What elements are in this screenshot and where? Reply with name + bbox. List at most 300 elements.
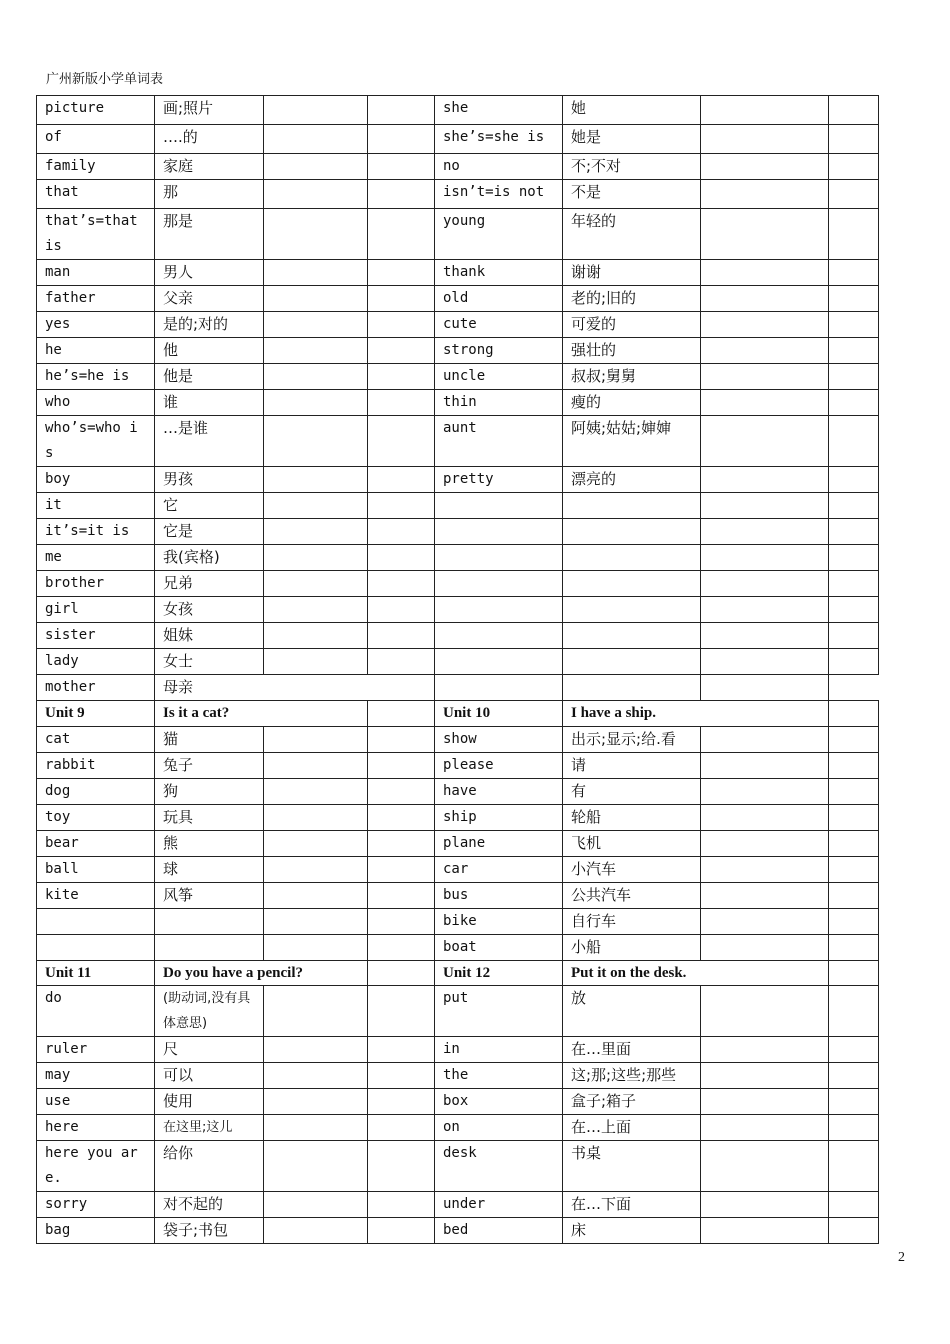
table-cell: [368, 908, 435, 934]
table-cell: [829, 364, 879, 390]
table-cell: 那: [155, 180, 264, 209]
table-cell: [829, 778, 879, 804]
table-row: [37, 1192, 879, 1218]
table-cell: [264, 1063, 368, 1089]
table-cell: [829, 519, 879, 545]
table-cell: he: [37, 338, 155, 364]
table-cell: Unit 11: [37, 960, 155, 986]
table-cell: the: [435, 1063, 563, 1089]
table-cell: 猫: [155, 726, 264, 752]
table-cell: [368, 1037, 435, 1063]
table-cell: 男人: [155, 260, 264, 286]
table-cell: 小船: [563, 934, 701, 960]
table-cell: Unit 12: [435, 960, 563, 986]
table-cell: 漂亮的: [563, 467, 701, 493]
table-cell: [264, 726, 368, 752]
table-cell: ruler: [37, 1037, 155, 1063]
table-cell: [563, 493, 701, 519]
table-cell: on: [435, 1115, 563, 1141]
table-cell: [829, 882, 879, 908]
table-cell: 尺: [155, 1037, 264, 1063]
table-cell: [435, 571, 563, 597]
table-row: [37, 726, 879, 752]
table-cell: [264, 390, 368, 416]
table-cell: [368, 934, 435, 960]
table-cell: 风筝: [155, 882, 264, 908]
table-cell: [368, 1089, 435, 1115]
table-cell: [829, 260, 879, 286]
table-row: [37, 623, 879, 649]
table-cell: 她: [563, 96, 701, 125]
table-cell: 家庭: [155, 154, 264, 180]
table-cell: man: [37, 260, 155, 286]
table-cell: 出示;显示;给.看: [563, 726, 701, 752]
table-cell: [264, 338, 368, 364]
table-cell: [829, 96, 879, 125]
table-row: [37, 597, 879, 623]
table-row: [37, 1141, 879, 1192]
table-row: [37, 1037, 879, 1063]
table-row: [37, 986, 879, 1037]
table-cell: [701, 1037, 829, 1063]
table-cell: dog: [37, 778, 155, 804]
table-cell: [368, 597, 435, 623]
table-row: [37, 1218, 879, 1244]
table-cell: [701, 96, 829, 125]
table-cell: please: [435, 752, 563, 778]
table-cell: [264, 125, 368, 154]
table-row: [37, 493, 879, 519]
table-cell: girl: [37, 597, 155, 623]
table-cell: [701, 1218, 829, 1244]
table-cell: [701, 467, 829, 493]
table-cell: show: [435, 726, 563, 752]
table-cell: bed: [435, 1218, 563, 1244]
table-cell: [701, 338, 829, 364]
table-cell: thank: [435, 260, 563, 286]
table-cell: [701, 934, 829, 960]
table-cell: he’s=he is: [37, 364, 155, 390]
table-cell: [701, 908, 829, 934]
table-cell: [701, 726, 829, 752]
unit-header-row: [37, 701, 879, 727]
table-cell: that’s=that is: [37, 209, 155, 260]
table-row: [37, 416, 879, 467]
table-cell: [368, 96, 435, 125]
table-cell: [829, 1141, 879, 1192]
table-cell: [829, 545, 879, 571]
table-cell: [435, 493, 563, 519]
table-cell: [829, 986, 879, 1037]
table-cell: [563, 675, 701, 701]
table-cell: [264, 986, 368, 1037]
table-cell: [701, 209, 829, 260]
table-cell: here: [37, 1115, 155, 1141]
table-cell: [829, 1192, 879, 1218]
table-cell: 狗: [155, 778, 264, 804]
table-cell: cat: [37, 726, 155, 752]
table-cell: bear: [37, 830, 155, 856]
table-cell: 放: [563, 986, 701, 1037]
table-cell: …是谁: [155, 416, 264, 467]
table-cell: [264, 312, 368, 338]
table-cell: 小汽车: [563, 856, 701, 882]
table-cell: [37, 934, 155, 960]
table-cell: [701, 856, 829, 882]
table-row: [37, 390, 879, 416]
table-cell: 是的;对的: [155, 312, 264, 338]
table-cell: 女孩: [155, 597, 264, 623]
table-cell: yes: [37, 312, 155, 338]
table-cell: [829, 623, 879, 649]
table-cell: 轮船: [563, 804, 701, 830]
table-cell: [264, 467, 368, 493]
table-cell: [264, 856, 368, 882]
table-cell: [368, 154, 435, 180]
table-cell: [264, 364, 368, 390]
table-cell: [829, 726, 879, 752]
table-row: [37, 209, 879, 260]
table-row: [37, 338, 879, 364]
table-cell: boat: [435, 934, 563, 960]
table-cell: [701, 1089, 829, 1115]
table-row: [37, 467, 879, 493]
table-cell: [829, 338, 879, 364]
table-cell: 可爱的: [563, 312, 701, 338]
table-cell: [701, 519, 829, 545]
table-cell: 瘦的: [563, 390, 701, 416]
table-cell: 叔叔;舅舅: [563, 364, 701, 390]
table-cell: 这;那;这些;那些: [563, 1063, 701, 1089]
table-cell: 谢谢: [563, 260, 701, 286]
table-row: [37, 364, 879, 390]
table-cell: 公共汽车: [563, 882, 701, 908]
table-cell: [368, 986, 435, 1037]
table-cell: [701, 312, 829, 338]
table-cell: [368, 571, 435, 597]
table-cell: [264, 597, 368, 623]
table-cell: [264, 1141, 368, 1192]
table-cell: picture: [37, 96, 155, 125]
table-cell: [264, 804, 368, 830]
table-cell: [829, 180, 879, 209]
table-cell: [368, 1063, 435, 1089]
table-cell: sister: [37, 623, 155, 649]
table-cell: rabbit: [37, 752, 155, 778]
table-cell: aunt: [435, 416, 563, 467]
table-cell: [701, 390, 829, 416]
table-cell: [155, 908, 264, 934]
table-cell: cute: [435, 312, 563, 338]
table-cell: 在这里;这儿: [155, 1115, 264, 1141]
table-cell: [368, 830, 435, 856]
table-row: [37, 312, 879, 338]
table-cell: 给你: [155, 1141, 264, 1192]
table-row: [37, 180, 879, 209]
table-cell: Do you have a pencil?: [155, 960, 368, 986]
table-cell: [829, 312, 879, 338]
table-cell: [829, 125, 879, 154]
table-cell: boy: [37, 467, 155, 493]
table-cell: [701, 649, 829, 675]
table-cell: plane: [435, 830, 563, 856]
table-row: [37, 125, 879, 154]
table-cell: [435, 623, 563, 649]
table-cell: [264, 649, 368, 675]
table-cell: 床: [563, 1218, 701, 1244]
table-cell: [829, 154, 879, 180]
table-row: [37, 778, 879, 804]
table-cell: [829, 934, 879, 960]
table-row: [37, 934, 879, 960]
table-cell: 袋子;书包: [155, 1218, 264, 1244]
table-cell: [701, 986, 829, 1037]
table-cell: 年轻的: [563, 209, 701, 260]
table-cell: 不;不对: [563, 154, 701, 180]
table-cell: [368, 416, 435, 467]
table-row: [37, 908, 879, 934]
table-cell: 在…上面: [563, 1115, 701, 1141]
table-cell: 球: [155, 856, 264, 882]
table-row: [37, 675, 879, 701]
table-cell: [264, 96, 368, 125]
table-cell: [563, 545, 701, 571]
table-cell: lady: [37, 649, 155, 675]
table-cell: 它是: [155, 519, 264, 545]
table-cell: [435, 597, 563, 623]
table-cell: Put it on the desk.: [563, 960, 829, 986]
table-cell: [264, 260, 368, 286]
table-cell: [563, 649, 701, 675]
table-cell: 兔子: [155, 752, 264, 778]
table-cell: [701, 545, 829, 571]
table-cell: [368, 1192, 435, 1218]
document-header: 广州新版小学单词表: [46, 72, 164, 87]
table-cell: [701, 493, 829, 519]
table-cell: family: [37, 154, 155, 180]
table-cell: [829, 856, 879, 882]
table-cell: [829, 416, 879, 467]
table-cell: [368, 545, 435, 571]
table-cell: [264, 908, 368, 934]
table-cell: she: [435, 96, 563, 125]
table-cell: [368, 649, 435, 675]
table-cell: may: [37, 1063, 155, 1089]
table-cell: 姐妹: [155, 623, 264, 649]
table-cell: [829, 571, 879, 597]
table-cell: [264, 1089, 368, 1115]
table-row: [37, 882, 879, 908]
table-cell: [829, 1089, 879, 1115]
table-cell: 使用: [155, 1089, 264, 1115]
table-cell: [264, 623, 368, 649]
table-cell: 有: [563, 778, 701, 804]
table-cell: strong: [435, 338, 563, 364]
table-cell: [368, 701, 435, 727]
table-cell: [829, 701, 879, 727]
table-cell: 父亲: [155, 286, 264, 312]
table-cell: put: [435, 986, 563, 1037]
table-cell: 女士: [155, 649, 264, 675]
table-cell: [701, 286, 829, 312]
table-cell: have: [435, 778, 563, 804]
table-cell: 熊: [155, 830, 264, 856]
table-cell: 自行车: [563, 908, 701, 934]
table-cell: I have a ship.: [563, 701, 829, 727]
table-cell: [701, 623, 829, 649]
table-row: [37, 830, 879, 856]
table-cell: 它: [155, 493, 264, 519]
table-cell: [701, 675, 829, 701]
table-cell: she’s=she is: [435, 125, 563, 154]
table-cell: 他: [155, 338, 264, 364]
table-cell: 在…里面: [563, 1037, 701, 1063]
table-cell: [701, 180, 829, 209]
table-row: [37, 519, 879, 545]
table-cell: [829, 830, 879, 856]
table-row: [37, 545, 879, 571]
table-cell: ship: [435, 804, 563, 830]
table-cell: 男孩: [155, 467, 264, 493]
table-cell: [264, 519, 368, 545]
table-cell: [829, 1063, 879, 1089]
table-cell: 不是: [563, 180, 701, 209]
table-cell: desk: [435, 1141, 563, 1192]
table-cell: [368, 804, 435, 830]
table-row: [37, 1089, 879, 1115]
table-row: [37, 804, 879, 830]
table-cell: [701, 597, 829, 623]
table-cell: [701, 1115, 829, 1141]
table-cell: father: [37, 286, 155, 312]
table-cell: 对不起的: [155, 1192, 264, 1218]
table-cell: 盒子;箱子: [563, 1089, 701, 1115]
table-cell: here you are.: [37, 1141, 155, 1192]
table-cell: 兄弟: [155, 571, 264, 597]
table-cell: ball: [37, 856, 155, 882]
table-cell: who’s=who is: [37, 416, 155, 467]
table-row: [37, 649, 879, 675]
table-cell: [701, 416, 829, 467]
table-cell: me: [37, 545, 155, 571]
table-cell: 母亲: [155, 675, 435, 701]
table-cell: [264, 882, 368, 908]
table-row: [37, 260, 879, 286]
table-cell: [37, 908, 155, 934]
table-cell: 玩具: [155, 804, 264, 830]
table-cell: [829, 286, 879, 312]
table-cell: sorry: [37, 1192, 155, 1218]
table-cell: [829, 467, 879, 493]
table-row: [37, 752, 879, 778]
table-cell: [368, 623, 435, 649]
table-cell: 我(宾格): [155, 545, 264, 571]
table-cell: who: [37, 390, 155, 416]
table-cell: pretty: [435, 467, 563, 493]
table-cell: [368, 778, 435, 804]
table-cell: box: [435, 1089, 563, 1115]
table-cell: [264, 934, 368, 960]
table-cell: [829, 1218, 879, 1244]
table-cell: [264, 1037, 368, 1063]
table-cell: [829, 804, 879, 830]
table-row: [37, 286, 879, 312]
table-cell: brother: [37, 571, 155, 597]
table-cell: [701, 1063, 829, 1089]
table-cell: [701, 752, 829, 778]
table-cell: (助动词,没有具体意思): [155, 986, 264, 1037]
table-cell: [829, 1115, 879, 1141]
table-cell: toy: [37, 804, 155, 830]
table-cell: mother: [37, 675, 155, 701]
table-cell: [368, 125, 435, 154]
table-cell: under: [435, 1192, 563, 1218]
table-cell: 可以: [155, 1063, 264, 1089]
table-cell: [368, 286, 435, 312]
table-cell: [264, 1192, 368, 1218]
table-cell: Unit 10: [435, 701, 563, 727]
table-cell: [829, 209, 879, 260]
page-number: 2: [898, 1250, 905, 1265]
table-cell: kite: [37, 882, 155, 908]
table-cell: [701, 154, 829, 180]
table-cell: uncle: [435, 364, 563, 390]
table-cell: [368, 467, 435, 493]
table-cell: [701, 804, 829, 830]
table-cell: [829, 649, 879, 675]
table-cell: 她是: [563, 125, 701, 154]
table-cell: [368, 390, 435, 416]
table-cell: 那是: [155, 209, 264, 260]
table-cell: 在…下面: [563, 1192, 701, 1218]
table-cell: [435, 519, 563, 545]
table-cell: [368, 1141, 435, 1192]
table-cell: [435, 545, 563, 571]
table-cell: [155, 934, 264, 960]
table-cell: [829, 493, 879, 519]
table-cell: [701, 125, 829, 154]
table-cell: [701, 830, 829, 856]
table-cell: [368, 960, 435, 986]
table-cell: 老的;旧的: [563, 286, 701, 312]
table-cell: it’s=it is: [37, 519, 155, 545]
table-cell: ….的: [155, 125, 264, 154]
table-cell: thin: [435, 390, 563, 416]
table-cell: [829, 960, 879, 986]
table-cell: 请: [563, 752, 701, 778]
table-row: [37, 96, 879, 125]
table-row: [37, 1063, 879, 1089]
table-cell: [264, 830, 368, 856]
table-cell: 阿姨;姑姑;婶婶: [563, 416, 701, 467]
unit-header-row: [37, 960, 879, 986]
table-cell: 强壮的: [563, 338, 701, 364]
table-cell: young: [435, 209, 563, 260]
table-cell: of: [37, 125, 155, 154]
table-cell: isn’t=is not: [435, 180, 563, 209]
table-cell: [829, 752, 879, 778]
table-cell: [368, 882, 435, 908]
table-cell: [368, 1218, 435, 1244]
table-cell: [435, 649, 563, 675]
table-cell: [701, 364, 829, 390]
table-cell: [264, 209, 368, 260]
table-row: [37, 1115, 879, 1141]
table-cell: [264, 778, 368, 804]
table-cell: car: [435, 856, 563, 882]
table-cell: [368, 856, 435, 882]
table-cell: 书桌: [563, 1141, 701, 1192]
